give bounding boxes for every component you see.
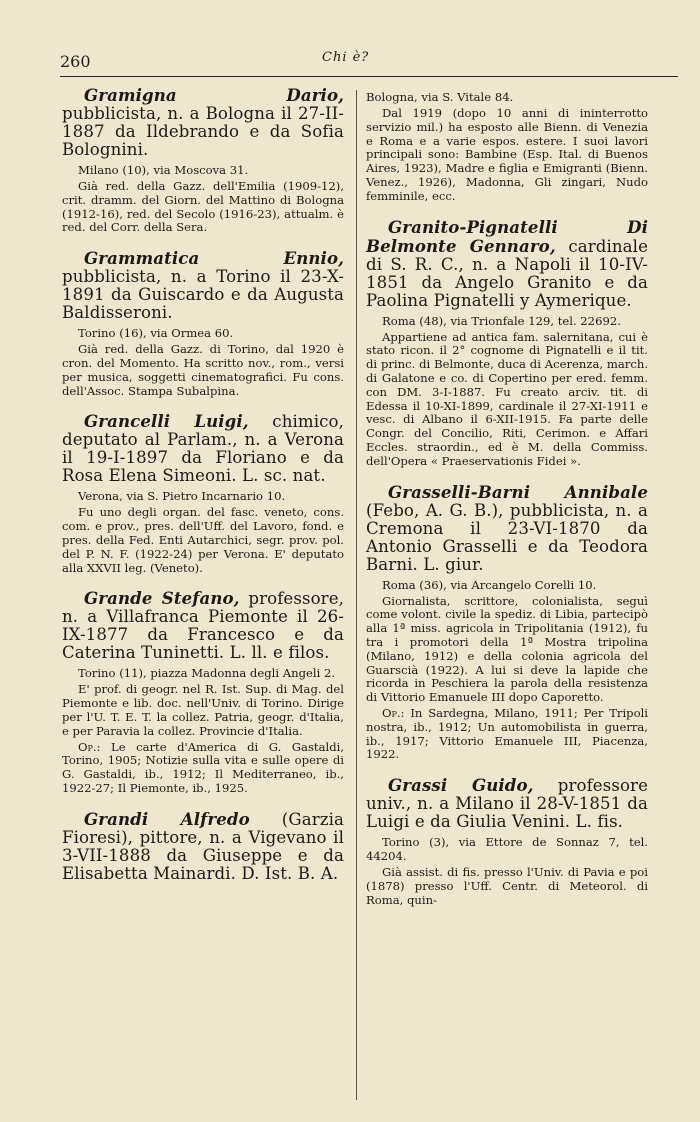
entry-works (366, 707, 648, 762)
entry-description: (Garzia Fioresi), pittore, n. a Vigevano il 3-VII-1888 da Giuseppe e da Elisabetta Mainardi. D. Ist. B. A. (62, 809, 344, 883)
entry-description: pubblicista, n. a Bologna il 27-II-1887 da Ildebrando e da Sofia Bolognini. (62, 104, 344, 159)
entry-address: Torino (16), via Ormea 60. (78, 326, 234, 341)
left-column (62, 86, 344, 897)
entry-description: professore univ., n. a Milano il 28-V-1851 da Luigi e da Giulia Venini. L. fis. (366, 776, 648, 832)
entry-grassi (366, 776, 648, 907)
entry-address: Verona, via S. Pietro Incarnario 10. (78, 489, 286, 504)
entry-address: Bologna, via S. Vitale 84. (366, 90, 514, 104)
entry-works (62, 741, 344, 796)
entry-address: Milano (10), via Moscova 31. (78, 163, 249, 177)
entry-gramigna (62, 86, 344, 235)
entry-body: Già red. della Gazz. di Torino, dal 1920 è cron. del Momento. Ha scritto nov., rom., versi per musica, soggetti cinematografici. Fu cons. dell'Assoc. Stampa Subalpina. (62, 342, 344, 398)
entry-granito-pignatelli (366, 218, 648, 469)
page-number: 260 (60, 52, 91, 71)
entry-grasselli-barni (366, 483, 648, 763)
entry-body: Appartiene ad antica fam. salernitana, cui è stato ricon. il 2° cognome di Pignatelli e il tit. di princ. di Belmonte, duca di Acerenza, march. di Galatone e co. di Copertino per ered. femm. con DM. 3-I-1887. Fu creato arciv. tit. di Edessa il 10-XI-1899, cardinale il 27-XI-1911 e vesc. di Albano il 6-XII-1915. Fa parte delle Congr. del Concilio, Riti, Cerimon. e Affari Eccles. straordin., ed è M. della Commiss. dell'Opera « Praeservationis Fidei ». (366, 329, 648, 468)
column-divider (356, 90, 357, 1100)
entry-grancelli (62, 412, 344, 575)
right-column (366, 86, 648, 922)
works-list: Le carte d'America di G. Gastaldi, Torino, 1905; Notizie sulla vita e sulle opere di G. Gastaldi, ib., 1912; Il Mediterraneo, ib., 1922-27; Il Piemonte, ib., 1925. (62, 739, 345, 795)
entry-name: Grassi Guido, (388, 775, 534, 796)
entry-body: Già red. della Gazz. dell'Emilia (1909-12), crit. dramm. del Giorn. del Mattino di Bologna (1912-16), red. del Secolo (1916-23), attualm. è red. del Corr. della Sera. (62, 179, 344, 235)
works-label: Op.: (382, 705, 405, 720)
entry-heading (366, 776, 648, 831)
entry-grandi-continued (366, 90, 648, 204)
running-title: Chi è? (322, 50, 370, 65)
header-rule (60, 76, 678, 77)
entry-name: Granito-Pignatelli Di Belmonte Gennaro, (366, 216, 648, 256)
entry-name: Grammatica Ennio, (84, 248, 344, 269)
entry-name: Grancelli Luigi, (84, 411, 249, 432)
entry-grammatica (62, 249, 344, 398)
entry-heading (62, 810, 344, 883)
entry-description: (Febo, A. G. B.), pubblicista, n. a Cremona il 23-VI-1870 da Antonio Grasselli e da Teodora Barni. L. giur. (366, 500, 648, 574)
entry-body: Dal 1919 (dopo 10 anni di ininterrotto servizio mil.) ha esposto alle Bienn. di Venezia e Roma e a varie espos. estere. I suoi lavori principali sono: Bambine (Esp. Ital. di Buenos Aires, 1923), Madre e figlia e Emigranti (Bienn. Venez., 1926), Madonna, Gli zingari, Nudo femminile, ecc. (366, 106, 648, 203)
entry-heading (366, 218, 648, 310)
entry-grande (62, 589, 344, 795)
entry-heading (62, 589, 344, 662)
page-header (60, 44, 656, 74)
entry-body: Giornalista, scrittore, colonialista, seguì come volont. civile la spediz. di Libia, partecipò alla 1ª miss. agricola in Tripolitania (1912), fu tra i promotori della 1ª Mostra tripolina (Milano, 1912) e della colonia agricola del Guarscià (1922). A lui si deve la lapide che ricorda in Peschiera la parola della resistenza di Vittorio Emanuele III dopo Caporetto. (366, 593, 648, 705)
works-label: Op.: (78, 739, 101, 754)
entry-heading (62, 412, 344, 485)
entry-name: Grandi Alfredo (84, 808, 250, 829)
entry-heading (62, 249, 344, 322)
entry-body: Già assist. di fis. presso l'Univ. di Pavia e poi (1878) presso l'Uff. Centr. di Meteorol. di Roma, quin- (366, 865, 648, 907)
entry-address: Torino (3), via Ettore de Sonnaz 7, tel. 44204. (366, 835, 648, 864)
entry-name: Grasselli-Barni Annibale (388, 481, 648, 502)
entry-name: Grande Stefano, (84, 588, 240, 609)
entry-grandi (62, 810, 344, 883)
entry-description: pubblicista, n. a Torino il 23-X-1891 da Guiscardo e da Augusta Baldisseroni. (62, 267, 344, 323)
entry-address: Roma (36), via Arcangelo Corelli 10. (382, 577, 597, 592)
entry-address: Torino (11), piazza Madonna degli Angeli 2. (78, 666, 336, 681)
entry-body: Fu uno degli organ. del fasc. veneto, cons. com. e prov., pres. dell'Uff. del Lavoro, fond. e pres. della Fed. Enti Autarchici, segr. prov. pol. del P. N. F. (1922-24) per Verona. E' deputato alla XXVII leg. (Veneto). (62, 505, 344, 575)
entry-heading (366, 483, 648, 574)
works-list: In Sardegna, Milano, 1911; Per Tripoli nostra, ib., 1912; Un automobilista in guerra, ib., 1917; Vittorio Emanuele III, Piacenza, 1922. (366, 705, 649, 762)
entry-description: professore, n. a Villafranca Piemonte il 26-IX-1877 da Francesco e da Caterina Tuninetti. L. ll. e filos. (62, 589, 344, 663)
entry-name: Gramigna Dario, (84, 85, 344, 105)
entry-heading (62, 86, 344, 159)
entry-description: chimico, deputato al Parlam., n. a Verona il 19-I-1897 da Floriano e da Rosa Elena Simeoni. L. sc. nat. (62, 412, 344, 486)
entry-body: E' prof. di geogr. nel R. Ist. Sup. di Mag. del Piemonte e lib. doc. nell'Univ. di Torino. Dirige per l'U. T. E. T. la collez. Patria, geogr. d'Italia, e per Paravia la collez. Provincie d'Italia. (62, 682, 344, 738)
entry-description: cardinale di S. R. C., n. a Napoli il 10-IV-1851 da Angelo Granito e da Paolina Pignatelli y Aymerique. (366, 236, 648, 310)
entry-address: Roma (48), via Trionfale 129, tel. 22692. (382, 313, 621, 328)
